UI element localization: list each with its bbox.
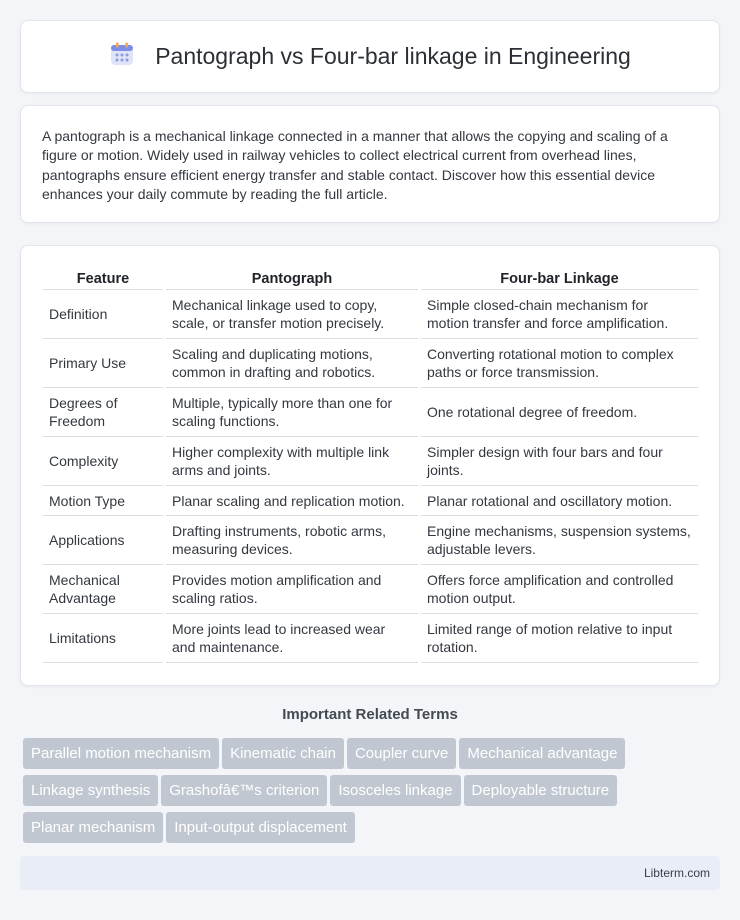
table-row	[43, 388, 698, 437]
feature-cell: Definition	[43, 290, 163, 339]
related-term-tag[interactable]: Mechanical advantage	[459, 738, 625, 769]
column-header-feature: Feature	[43, 266, 163, 290]
feature-cell: Motion Type	[43, 486, 163, 516]
calendar-icon	[109, 41, 135, 72]
table-row	[43, 290, 698, 339]
related-term-tag[interactable]: Parallel motion mechanism	[23, 738, 219, 769]
related-term-tag[interactable]: Input-output displacement	[166, 812, 355, 843]
four-bar-cell: Simple closed-chain mechanism for motion transfer and force amplification.	[421, 290, 698, 339]
four-bar-cell: Simpler design with four bars and four joints.	[421, 437, 698, 486]
table-row	[43, 486, 698, 516]
footer-site-link[interactable]: Libterm.com	[643, 866, 710, 880]
page-title: Pantograph vs Four-bar linkage in Engineering	[155, 43, 631, 69]
comparison-table-card	[20, 245, 720, 686]
column-header-four-bar: Four-bar Linkage	[421, 266, 698, 290]
table-row	[43, 437, 698, 486]
table-header-row	[43, 266, 698, 290]
feature-cell: Complexity	[43, 437, 163, 486]
related-term-tag[interactable]: Grashofâ€™s criterion	[161, 775, 327, 806]
four-bar-cell: Limited range of motion relative to input rotation.	[421, 614, 698, 663]
related-term-tag[interactable]: Planar mechanism	[23, 812, 163, 843]
pantograph-cell: Planar scaling and replication motion.	[166, 486, 418, 516]
column-header-pantograph: Pantograph	[166, 266, 418, 290]
pantograph-cell: Mechanical linkage used to copy, scale, or transfer motion precisely.	[166, 290, 418, 339]
header	[109, 41, 631, 72]
pantograph-cell: More joints lead to increased wear and maintenance.	[166, 614, 418, 663]
four-bar-cell: Converting rotational motion to complex paths or force transmission.	[421, 339, 698, 388]
feature-cell: Degrees of Freedom	[43, 388, 163, 437]
table-row	[43, 516, 698, 565]
four-bar-cell: One rotational degree of freedom.	[421, 388, 698, 437]
feature-cell: Primary Use	[43, 339, 163, 388]
footer	[20, 856, 720, 890]
table-row	[43, 565, 698, 614]
related-term-tag[interactable]: Kinematic chain	[222, 738, 344, 769]
comparison-table	[40, 266, 701, 663]
header-card	[20, 20, 720, 93]
related-terms-title: Important Related Terms	[282, 706, 458, 723]
pantograph-cell: Drafting instruments, robotic arms, measuring devices.	[166, 516, 418, 565]
related-term-tag[interactable]: Coupler curve	[347, 738, 456, 769]
feature-cell: Applications	[43, 516, 163, 565]
feature-cell: Limitations	[43, 614, 163, 663]
related-terms-list	[23, 738, 713, 849]
four-bar-cell: Offers force amplification and controlled motion output.	[421, 565, 698, 614]
pantograph-cell: Provides motion amplification and scaling ratios.	[166, 565, 418, 614]
four-bar-cell: Planar rotational and oscillatory motion.	[421, 486, 698, 516]
intro-paragraph: A pantograph is a mechanical linkage connected in a manner that allows the copying and scaling of a figure or motion. Widely used in railway vehicles to collect electrical current from overhead lines, pantographs ensure efficient energy transfer and stable contact. Discover how this essential device enhances your daily commute by reading the full article.	[42, 128, 668, 203]
four-bar-cell: Engine mechanisms, suspension systems, adjustable levers.	[421, 516, 698, 565]
pantograph-cell: Multiple, typically more than one for scaling functions.	[166, 388, 418, 437]
pantograph-cell: Scaling and duplicating motions, common in drafting and robotics.	[166, 339, 418, 388]
table-row	[43, 614, 698, 663]
related-term-tag[interactable]: Linkage synthesis	[23, 775, 158, 806]
feature-cell: Mechanical Advantage	[43, 565, 163, 614]
related-term-tag[interactable]: Isosceles linkage	[330, 775, 460, 806]
table-row	[43, 339, 698, 388]
intro-card	[20, 105, 720, 223]
related-term-tag[interactable]: Deployable structure	[464, 775, 618, 806]
pantograph-cell: Higher complexity with multiple link arms and joints.	[166, 437, 418, 486]
